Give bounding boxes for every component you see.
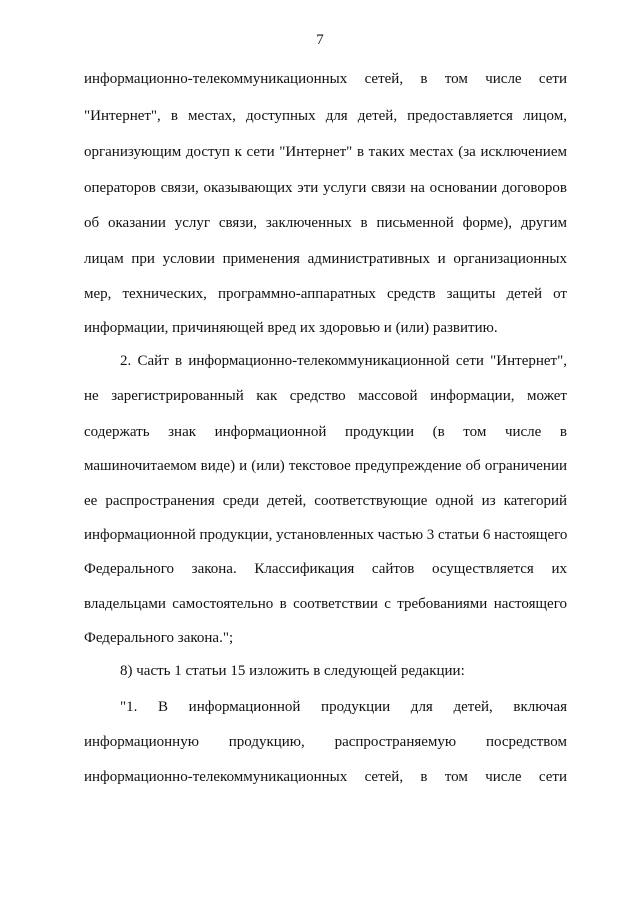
text-line: лицам при условии применения административных и организационных: [84, 251, 567, 267]
text-line: информационно-телекоммуникационных сетей, в том числе сети: [84, 71, 567, 87]
text-line: содержать знак информационной продукции (в том числе в: [84, 424, 567, 440]
text-line: Федерального закона. Классификация сайтов осуществляется их: [84, 561, 567, 577]
text-line: Федерального закона.";: [84, 630, 234, 646]
text-line: мер, технических, программно-аппаратных средств защиты детей от: [84, 286, 567, 302]
text-line: ее распространения среди детей, соответствующие одной из категорий: [84, 493, 567, 509]
text-line: "Интернет", в местах, доступных для детей, предоставляется лицом,: [84, 108, 567, 124]
text-line: владельцами самостоятельно в соответствии с требованиями настоящего: [84, 596, 567, 612]
text-line: информации, причиняющей вред их здоровью и (или) развитию.: [84, 320, 498, 336]
text-line: организующим доступ к сети "Интернет" в таких местах (за исключением: [84, 144, 567, 160]
text-line: машиночитаемом виде) и (или) текстовое предупреждение об ограничении: [84, 458, 567, 474]
text-line: операторов связи, оказывающих эти услуги связи на основании договоров: [84, 180, 567, 196]
text-line: информационную продукцию, распространяемую посредством: [84, 734, 567, 750]
text-line: не зарегистрированный как средство массовой информации, может: [84, 388, 567, 404]
text-line: информационной продукции, установленных частью 3 статьи 6 настоящего: [84, 527, 568, 543]
text-line: информационно-телекоммуникационных сетей, в том числе сети: [84, 769, 567, 785]
text-line: "1. В информационной продукции для детей, включая: [120, 699, 567, 715]
text-line: 2. Сайт в информационно-телекоммуникационной сети "Интернет",: [120, 353, 567, 369]
text-line: 8) часть 1 статьи 15 изложить в следующей редакции:: [120, 663, 465, 679]
text-line: об оказании услуг связи, заключенных в письменной форме), другим: [84, 215, 567, 231]
page-number: 7: [316, 32, 324, 48]
